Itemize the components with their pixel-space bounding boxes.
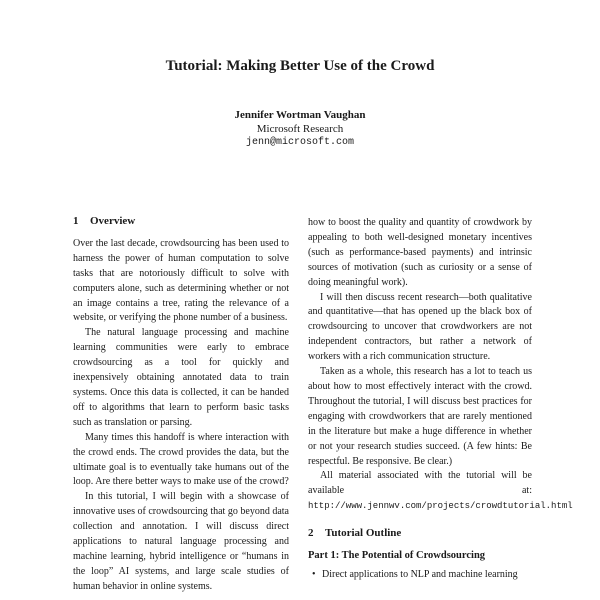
section-2-number: 2 [308, 527, 314, 540]
overview-paragraph-3: Many times this handoff is where interaction with the crowd ends. The crowd provides the data, but the ultimate goal is to eventually take humans out of the loop. Are there better ways to make use of the crowd? [73, 431, 289, 488]
section-1-heading [73, 214, 289, 229]
part-1-heading: Part 1: The Potential of Crowdsourcing [308, 550, 486, 562]
tutorial-url-link[interactable]: http://www.jennwv.com/projects/crowdtutorial.html [308, 501, 573, 512]
overview-paragraph-2: The natural language processing and machine learning communities were early to embrace crowdsourcing as a tool for quickly and inexpensively obtaining annotated data to train systems. Once this data is collected, it can be handed off to algorithms that learn to perform basic tasks such as translation or parsing. [73, 327, 289, 428]
list-item: • Direct applications to NLP and machine learning [322, 568, 532, 583]
overview-paragraph-6: I will then discuss recent research—both qualitative and quantitative—that has opened up the black box of crowdsourcing to uncover that crowdworkers are not independent contractors, but rather a network of workers with a rich communication structure. [308, 291, 532, 363]
right-column [308, 216, 573, 583]
author-block [0, 108, 600, 150]
section-1-number: 1 [73, 215, 79, 227]
overview-paragraph-4: In this tutorial, I will begin with a showcase of innovative uses of crowdsourcing that go beyond data collection and annotation. I will discuss direct applications to natural language processing and machine learning, hybrid intelligence or “humans in the loop” AI systems, and large scale studies of human behavior in online systems. [73, 491, 289, 592]
section-2-title: Tutorial Outline [325, 527, 402, 540]
section-2-heading [308, 526, 532, 541]
paper-title: Tutorial: Making Better Use of the Crowd [165, 58, 435, 74]
overview-paragraph-8 [308, 469, 573, 514]
part-1-list [308, 568, 532, 583]
section-1-title: Overview [90, 215, 136, 227]
author-name: Jennifer Wortman Vaughan [234, 109, 366, 121]
tutorial-material-text: All material associated with the tutorial will be available at: [308, 470, 532, 497]
author-affiliation: Microsoft Research [256, 123, 344, 135]
overview-paragraph-5: how to boost the quality and quantity of crowdwork by appealing to both well-designed monetary incentives (such as performance-based payments) and intrinsic sources of motivation (such as curiosity or a sense of doing meaningful work). [308, 217, 532, 288]
overview-paragraph-1: Over the last decade, crowdsourcing has been used to harness the power of human computation to solve tasks that are notoriously difficult to solve with computers alone, such as determining whether or not an image contains a tree, rating the relevance of a website, or verifying the phone number of a business. [73, 237, 289, 324]
left-column [73, 214, 289, 595]
author-email: jenn@microsoft.com [245, 137, 355, 148]
overview-paragraph-7: Taken as a whole, this research has a lot to teach us about how to most effectively interact with the crowd. Throughout the tutorial, I will discuss best practices for engaging with crowdworkers that are rarely mentioned in the literature but make a huge difference in whether or not your research studies succeed. (A few hints: Be respectful. Be responsive. Be clear.) [308, 366, 532, 467]
